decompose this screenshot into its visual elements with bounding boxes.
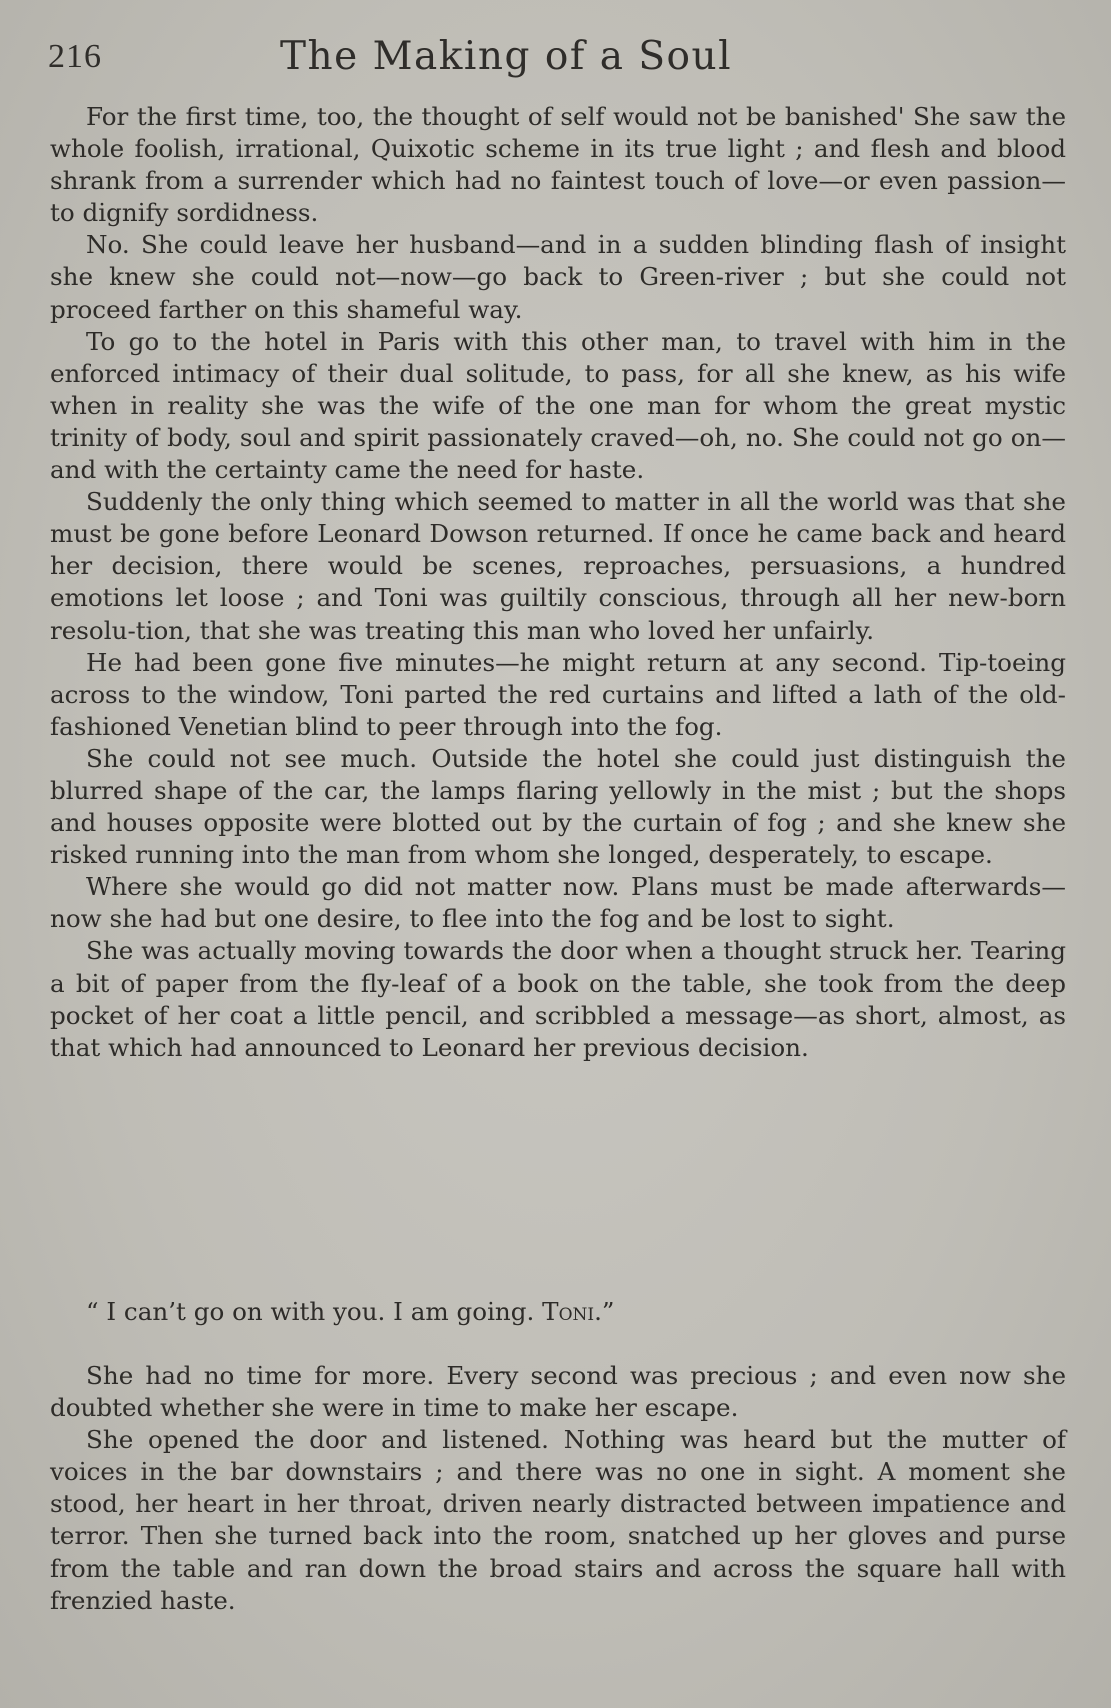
note-text: “ I can’t go on with you. I am going. xyxy=(86,1297,535,1326)
paragraph: She could not see much. Outside the hotel she could just distinguish the blurred shape of the car, the lamps flaring yellowly in the mist ; but the shops and houses opposite were blotted out by the curtain of fog ; and she knew she risked running into the man from whom she longed, desperately, to escape. xyxy=(50,743,1066,870)
note-line xyxy=(50,1296,1066,1328)
paragraph: She opened the door and listened. Nothing was heard but the mutter of voices in the bar downstairs ; and there was no one in sight. A moment she stood, her heart in her throat, driven nearly distracted between impatience and terror. Then she turned back into the room, snatched up her gloves and purse from the table and ran down the broad stairs and across the square hall with frenzied haste. xyxy=(50,1425,1066,1615)
paragraph: She was actually moving towards the door when a thought struck her. Tearing a bit of paper from the fly-leaf of a book on the table, she took from the deep pocket of her coat a little pencil, and scribbled a message—as short, almost, as that which had announced to Leonard her previous decision. xyxy=(50,936,1066,1062)
paragraph: For the first time, too, the thought of self would not be banished' She saw the whole foolish, irrational, Quixotic scheme in its true light ; and flesh and blood shrank from a surrender which had no faintest touch of love—or even passion—to dignify sordidness. xyxy=(50,102,1066,228)
note-signature: Toni.” xyxy=(542,1297,615,1326)
running-head xyxy=(48,30,1068,90)
quoted-note xyxy=(50,1296,1066,1328)
paragraph: She had no time for more. Every second was precious ; and even now she doubted whether she were in time to make her escape. xyxy=(50,1361,1066,1423)
paragraph: Suddenly the only thing which seemed to matter in all the world was that she must be gone before Leonard Dowson returned. If once he came back and heard her decision, there would be scenes, reproaches, persuasions, a hundred emotions let loose ; and Toni was guiltily conscious, through all her new-born resolu-tion, that she was treating this man who loved her unfairly. xyxy=(50,487,1066,645)
body-text xyxy=(50,101,1066,1064)
paragraph: No. She could leave her husband—and in a sudden blinding flash of insight she knew she could not—now—go back to Green-river ; but she could not proceed farther on this shameful way. xyxy=(50,230,1066,324)
book-title: The Making of a Soul xyxy=(280,34,733,79)
continued-text xyxy=(50,1360,1066,1617)
paragraph: He had been gone five minutes—he might return at any second. Tip-toeing across to the window, Toni parted the red curtains and lifted a lath of the old-fashioned Venetian blind to peer through into the fog. xyxy=(50,647,1066,741)
paragraph: To go to the hotel in Paris with this other man, to travel with him in the enforced intimacy of their dual solitude, to pass, for all she knew, as his wife when in reality she was the wife of the one man for whom the great mystic trinity of body, soul and spirit passionately craved—oh, no. She could not go on—and with the certainty came the need for haste. xyxy=(50,326,1066,485)
paragraph: Where she would go did not matter now. Plans must be made afterwards—now she had but one desire, to flee into the fog and be lost to sight. xyxy=(50,872,1066,934)
page-number: 216 xyxy=(48,38,102,75)
